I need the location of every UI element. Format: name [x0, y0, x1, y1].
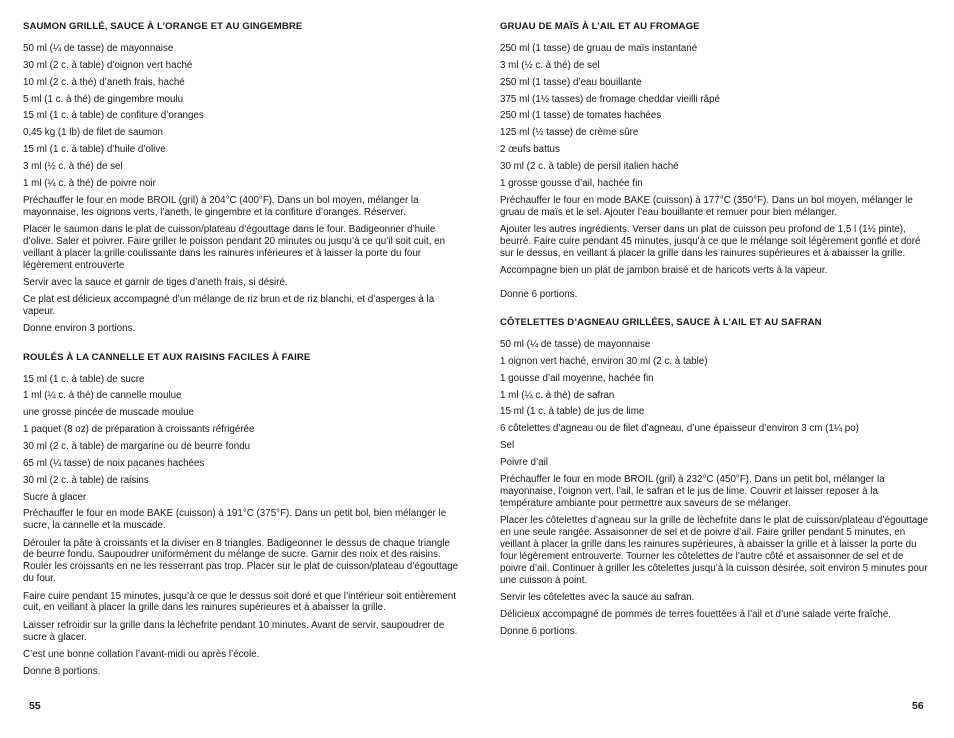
ingredient-line: 65 ml (¼ tasse) de noix pacanes hachées	[23, 457, 205, 469]
instruction-paragraph: Préchauffer le four en mode BROIL (gril) à 232°C (450°F). Dans un petit bol, mélanger la mayonnaise, l’oignon vert, l’ail, le safran et le jus de lime. Couvrir et laisser reposer à la température ambiante pour permettre aux saveurs de se mélanger.	[500, 473, 885, 509]
section-spacer	[500, 306, 930, 316]
instruction-paragraph: Délicieux accompagné de pommes de terres fouettées à l’ail et d’une salade verte fraîche.	[500, 609, 892, 621]
instruction-paragraph: Placer le saumon dans le plat de cuisson/plateau d’égouttage dans le four. Badigeonner d’huile d’olive. Saler et poivrer. Faire griller le poisson pendant 20 minutes ou jusqu’à ce qu’il soit cuit, en veillant à placer la grille coulissante dans les rainures inférieures et à laisser la porte du four légèrement entrouverte	[23, 223, 446, 271]
ingredient-line: 375 ml (1½ tasses) de fromage cheddar vieilli râpé	[500, 93, 720, 105]
instruction-paragraph: Préchauffer le four en mode BAKE (cuisson) à 191°C (375°F). Dans un petit bol, bien mélanger le sucre, la cannelle et la muscade.	[23, 508, 447, 532]
ingredient-line: 30 ml (2 c. à table) de raisins	[23, 474, 149, 486]
ingredient-line: 1 paquet (8 oz) de préparation à croissants réfrigérée	[23, 424, 255, 436]
ingredient-line: Poivre d’ail	[500, 457, 548, 469]
instruction-paragraph: Préchauffer le four en mode BAKE (cuisson) à 177°C (350°F). Dans un bol moyen, mélanger le gruau de maïs et le sel. Ajouter l’eau bouillante et remuer pour bien mélanger.	[500, 194, 913, 218]
ingredient-line: 50 ml (¼ de tasse) de mayonnaise	[23, 43, 174, 54]
recipe-title: GRUAU DE MAÏS À L’AIL ET AU FROMAGE	[500, 21, 700, 32]
ingredient-line: 250 ml (1 tasse) de gruau de maïs instantané	[500, 43, 698, 54]
ingredient-line: Sel	[500, 440, 515, 452]
servings-note: Donne 6 portions.	[500, 288, 578, 300]
instruction-paragraph: Laisser refroidir sur la grille dans la lèchefrite pendant 10 minutes. Avant de servir, saupoudrer de sucre à glacer.	[23, 619, 445, 643]
instruction-paragraph: Ce plat est délicieux accompagné d’un mélange de riz brun et de riz blanchi, et d’asperges à la vapeur.	[23, 294, 435, 318]
ingredient-line: 1 grosse gousse d’ail, hachée fin	[500, 177, 643, 189]
ingredient-line: 1 ml (¼ c. à thé) de poivre noir	[23, 177, 156, 189]
ingredient-line: 1 ml (¼ c. à thé) de safran	[500, 389, 615, 401]
recipe-title: ROULÉS À LA CANNELLE ET AUX RAISINS FACILES À FAIRE	[23, 351, 311, 363]
ingredient-line: 2 œufs battus	[500, 144, 560, 156]
ingredient-line: 15 ml (1 c. à table) d’huile d’olive	[23, 144, 166, 156]
instruction-paragraph: Faire cuire pendant 15 minutes, jusqu’à ce que le dessus soit doré et que l’intérieur soit entièrement cuit, en veillant à placer la grille dans les rainures supérieures et à abaisser la grille.	[23, 590, 456, 614]
ingredient-line: 15 ml (1 c. à table) de jus de lime	[500, 406, 645, 418]
recipe-gruau-mais	[500, 20, 930, 301]
ingredient-line: 250 ml (1 tasse) de tomates hachées	[500, 110, 662, 122]
servings-note: Donne environ 3 portions.	[23, 323, 136, 335]
instruction-paragraph: C’est une bonne collation l’avant-midi ou après l’école.	[23, 648, 260, 660]
ingredient-line: 15 ml (1 c. à table) de confiture d’oranges	[23, 110, 204, 122]
ingredient-line: Sucre à glacer	[23, 491, 87, 503]
ingredient-line: 15 ml (1 c. à table) de sucre	[23, 373, 145, 385]
ingredient-line: 30 ml (2 c. à table) de margarine ou de beurre fondu	[23, 440, 251, 452]
ingredient-line: 3 ml (½ c. à thé) de sel	[23, 160, 123, 172]
ingredient-line: 30 ml (2 c. à table) d’oignon vert haché	[23, 59, 193, 71]
instruction-paragraph: Servir avec la sauce et garnir de tiges d’aneth frais, si désiré.	[23, 276, 288, 288]
instruction-paragraph: Servir les côtelettes avec la sauce au safran.	[500, 591, 695, 603]
ingredient-line: 6 côtelettes d’agneau ou de filet d’agneau, d’une épaisseur d’environ 3 cm (1¼ po)	[500, 423, 859, 435]
recipe-cotelettes-agneau	[500, 316, 930, 638]
instruction-paragraph: Dérouler la pâte à croissants et la diviser en 8 triangles. Badigeonner le dessus de chaque triangle de beurre fondu. Saupoudrer uniformément du mélange de sucre. Garnir des noix et des raisins. Rouler les croissants en ne les resserrant pas trop. Placer sur le plat de cuisson/plateau d’égouttage du four.	[23, 537, 459, 585]
ingredient-line: 5 ml (1 c. à thé) de gingembre moulu	[23, 93, 184, 105]
right-page-column	[500, 20, 930, 644]
ingredient-line: 3 ml (½ c. à thé) de sel	[500, 59, 600, 71]
recipe-saumon-grille	[23, 20, 463, 335]
page-number: 55	[29, 700, 41, 712]
ingredient-line: 50 ml (¼ de tasse) de mayonnaise	[500, 339, 651, 351]
ingredient-line: 0,45 kg (1 lb) de filet de saumon	[23, 127, 163, 139]
ingredient-line: 30 ml (2 c. à table) de persil italien haché	[500, 160, 679, 172]
ingredient-line: une grosse pincée de muscade moulue	[23, 407, 195, 419]
page-number: 56	[912, 700, 924, 712]
ingredient-line: 1 ml (¼ c. à thé) de cannelle moulue	[23, 390, 182, 402]
instruction-paragraph: Préchauffer le four en mode BROIL (gril) à 204°C (400°F). Dans un bol moyen, mélanger la mayonnaise, les oignons verts, l’aneth, le gingembre et la confiture d’oranges. Réserver.	[23, 194, 419, 218]
ingredient-line: 125 ml (½ tasse) de crème sûre	[500, 127, 639, 139]
left-page-column	[23, 20, 463, 684]
recipe-title: CÔTELETTES D’AGNEAU GRILLÉES, SAUCE À L’AIL ET AU SAFRAN	[500, 317, 822, 329]
recipe-title: SAUMON GRILLÉ, SAUCE À L’ORANGE ET AU GINGEMBRE	[23, 21, 303, 32]
ingredient-line: 250 ml (1 tasse) d’eau bouillante	[500, 76, 642, 88]
servings-note: Donne 6 portions.	[500, 626, 578, 638]
section-spacer	[23, 341, 463, 351]
instruction-paragraph: Placer les côtelettes d’agneau sur la grille de lèchefrite dans le plat de cuisson/plateau d’égouttage en une seule rangée. Assaisonner de sel et de poivre d’ail. Faire griller pendant 5 minutes, en veillant à placer la grille dans les rainures supérieures, à abaisser la grille et à laisser la porte du four légèrement entrouverte. Tourner les côtelettes de l’autre côté et assaisonner de sel et de poivre d’ail. Continuer à griller les côtelettes jusqu’à la cuisson désirée, soit environ 5 minutes pour une cuisson à point.	[500, 514, 929, 586]
instruction-paragraph: Accompagne bien un plat de jambon braisé et de haricots verts à la vapeur.	[500, 264, 828, 276]
ingredient-line: 10 ml (2 c. à thé) d’aneth frais, haché	[23, 76, 185, 88]
instruction-paragraph: Ajouter les autres ingrédients. Verser dans un plat de cuisson peu profond de 1,5 l (1½ pinte), beurré. Faire cuire pendant 45 minutes, jusqu’à ce que le mélange soit légèrement gonflé et doré sur le dessus, en veillant à placer la grille dans les rainures supérieures et à abaisser la grille.	[500, 223, 921, 259]
ingredient-line: 1 gousse d’ail moyenne, hachée fin	[500, 372, 654, 384]
ingredient-line: 1 oignon vert haché, environ 30 ml (2 c. à table)	[500, 355, 708, 367]
servings-note: Donne 8 portions.	[23, 666, 101, 678]
recipe-roules-cannelle	[23, 351, 463, 679]
